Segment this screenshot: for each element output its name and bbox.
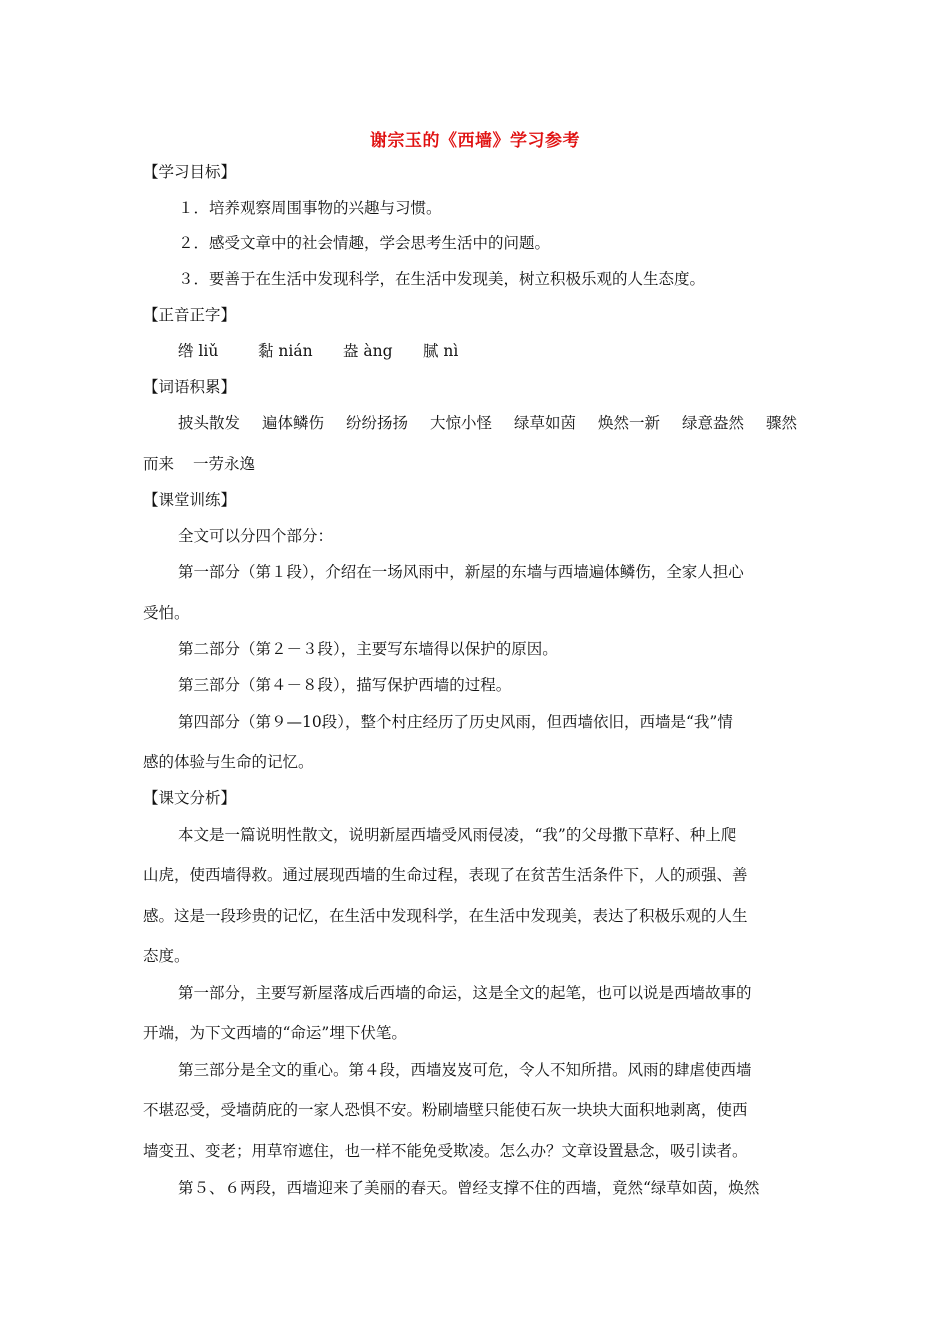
training-line: 第四部分（第９—10段），整个村庄经历了历史风雨，但西墙依旧，西墙是“我”情 (178, 713, 733, 731)
analysis-line: 第５、６两段，西墙迎来了美丽的春天。曾经支撑不住的西墙，竟然“绿草如茵，焕然 (178, 1179, 760, 1197)
vocab-word: 披头散发 (178, 414, 241, 432)
section-heading-goals: 【学习目标】 (143, 163, 237, 181)
vocab-word: 焕然一新 (598, 414, 661, 432)
analysis-line: 不堪忍受，受墙荫庇的一家人恐惧不安。粉刷墙壁只能使石灰一块块大面积地剥离，使西 (143, 1101, 748, 1119)
pronunciation-item: 绺 liǔ (178, 342, 219, 360)
document-title: 谢宗玉的《西墙》学习参考 (370, 131, 580, 151)
analysis-line: 墙变丑、变老；用草帘遮住，也一样不能免受欺凌。怎么办？文章设置悬念，吸引读者。 (143, 1142, 748, 1160)
training-line: 受怕。 (143, 604, 190, 622)
section-heading-analysis: 【课文分析】 (143, 789, 237, 807)
analysis-line: 第三部分是全文的重心。第４段，西墙岌岌可危，令人不知所措。风雨的肆虐使西墙 (178, 1061, 752, 1079)
section-heading-vocab: 【词语积累】 (143, 378, 237, 396)
pronunciation-item: 腻 nì (423, 342, 459, 360)
vocab-word: 绿意盎然 (682, 414, 745, 432)
vocab-word: 大惊小怪 (430, 414, 493, 432)
vocab-word: 一劳永逸 (193, 455, 256, 473)
pronunciation-item: 盎 àng (343, 342, 393, 360)
vocab-line-1 (178, 413, 797, 433)
section-heading-pronunciation: 【正音正字】 (143, 306, 237, 324)
vocab-word: 而来 (143, 455, 175, 473)
goal-item-3: ３．要善于在生活中发现科学，在生活中发现美，树立积极乐观的人生态度。 (178, 270, 706, 288)
training-line: 第三部分（第４－８段），描写保护西墙的过程。 (178, 676, 512, 694)
analysis-line: 态度。 (143, 947, 190, 965)
vocab-line-2 (143, 454, 255, 474)
analysis-line: 第一部分，主要写新屋落成后西墙的命运，这是全文的起笔，也可以说是西墙故事的 (178, 984, 752, 1002)
vocab-word: 骤然 (766, 414, 798, 432)
vocab-word: 纷纷扬扬 (346, 414, 409, 432)
analysis-line: 本文是一篇说明性散文，说明新屋西墙受风雨侵凌，“我”的父母撒下草籽、种上爬 (178, 826, 737, 844)
training-line: 感的体验与生命的记忆。 (143, 753, 314, 771)
goal-item-1: １．培养观察周围事物的兴趣与习惯。 (178, 199, 442, 217)
vocab-word: 遍体鳞伤 (262, 414, 325, 432)
goal-item-2: ２．感受文章中的社会情趣，学会思考生活中的问题。 (178, 234, 551, 252)
training-line: 第一部分（第１段），介绍在一场风雨中，新屋的东墙与西墙遍体鳞伤，全家人担心 (178, 563, 744, 581)
vocab-word: 绿草如茵 (514, 414, 577, 432)
training-line: 第二部分（第２－３段），主要写东墙得以保护的原因。 (178, 640, 558, 658)
pronunciation-list (178, 341, 458, 361)
analysis-line: 感。这是一段珍贵的记忆，在生活中发现科学，在生活中发现美，表达了积极乐观的人生 (143, 907, 748, 925)
analysis-line: 开端，为下文西墙的“命运”埋下伏笔。 (143, 1024, 407, 1042)
pronunciation-item: 黏 nián (258, 342, 313, 360)
section-heading-training: 【课堂训练】 (143, 491, 237, 509)
training-line: 全文可以分四个部分： (178, 527, 334, 545)
analysis-line: 山虎，使西墙得救。通过展现西墙的生命过程，表现了在贫苦生活条件下，人的顽强、善 (143, 866, 748, 884)
